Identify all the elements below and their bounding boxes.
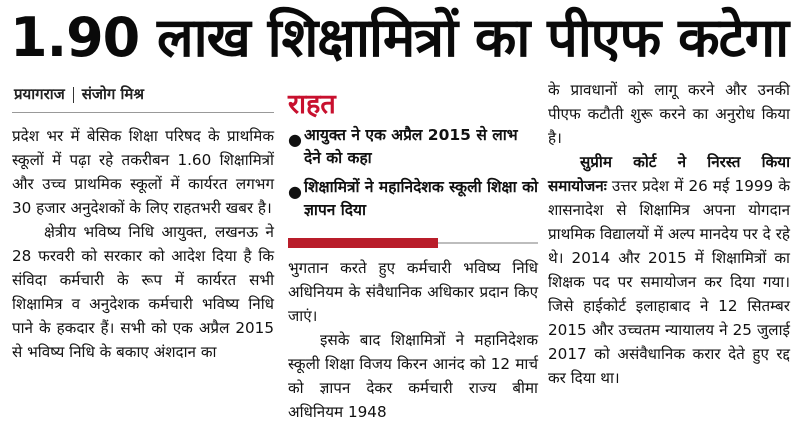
byline-location: प्रयागराज [14,85,65,103]
highlight-divider [288,238,538,248]
column3-paragraph-2-text: उत्तर प्रदेश में 26 मई 1999 के शासनादेश से शिक्षामित्र अपना योगदान प्राथमिक विद्यालयों में अल्प मानदेय पर दे रहे थे। 2014 और 2015 में शिक्षामित्रों का शिक्षक पद पर समायोजन कर दिया गया। जिसे हाईकोर्ट इलाहाबाद ने 12 सितम्बर 2015 और उच्चतम न्यायालय ने 25 जुलाई 2017 को असंवैधानिक करार देते हुए रद्द कर दिया था। [548,177,790,387]
headline: 1.90 लाख शिक्षामित्रों का पीएफ कटेगा [10,6,789,69]
byline-author: संजोग मिश्र [81,85,145,103]
highlight-item [288,124,538,170]
column1-paragraph-1: प्रदेश भर में बेसिक शिक्षा परिषद के प्राथमिक स्कूलों में पढ़ा रहे तकरीबन 1.60 शिक्षामित्रों और उच्च प्राथमिक स्कूलों में कार्यरत लगभग 30 हजार अनुदेशकों के लिए राहतभरी खबर है। [12,127,274,217]
column3-paragraph-2 [548,150,790,390]
byline-separator [73,87,74,103]
article-column-1 [12,124,274,364]
highlight-item [288,176,538,222]
divider-red-segment [288,238,438,248]
column2-paragraph-2: इसके बाद शिक्षामित्रों ने महानिदेशक स्कूली शिक्षा विजय किरन आनंद को 12 मार्च को ज्ञापन देकर कर्मचारी राज्य बीमा अधिनियम 1948 [288,331,538,421]
divider-grey-segment [438,242,538,244]
article-column-2 [288,256,538,424]
subheading: सुप्रीम कोर्ट ने निरस्त किया समायोजनः [548,153,790,195]
highlight-text: शिक्षामित्रों ने महानिदेशक स्कूली शिक्षा को ज्ञापन दिया [304,178,538,219]
bullet-icon: ● [288,130,302,149]
column3-paragraph-1: के प्रावधानों को लागू करने और उनकी पीएफ कटौती शुरू करने का अनुरोध किया है। [548,81,790,147]
byline-rule [12,112,274,113]
byline [14,84,144,104]
highlight-box-label: राहत [288,89,336,120]
highlight-text: आयुक्त ने एक अप्रैल 2015 से लाभ देने को कहा [304,126,518,167]
highlight-list [288,124,538,228]
column1-paragraph-2: क्षेत्रीय भविष्य निधि आयुक्त, लखनऊ ने 28 फरवरी को सरकार को आदेश दिया है कि संविदा कर्मचारी के रूप में कार्यरत सभी शिक्षामित्र व अनुदेशक कर्मचारी भविष्य निधि पाने के हकदार हैं। सभी को एक अप्रैल 2015 से भविष्य निधि के बकाए अंशदान का [12,223,274,361]
article-column-3 [548,78,790,390]
bullet-icon: ● [288,182,302,201]
column2-paragraph-1: भुगतान करते हुए कर्मचारी भविष्य निधि अधिनियम के संवैधानिक अधिकार प्रदान किए जाएं। [288,259,538,325]
